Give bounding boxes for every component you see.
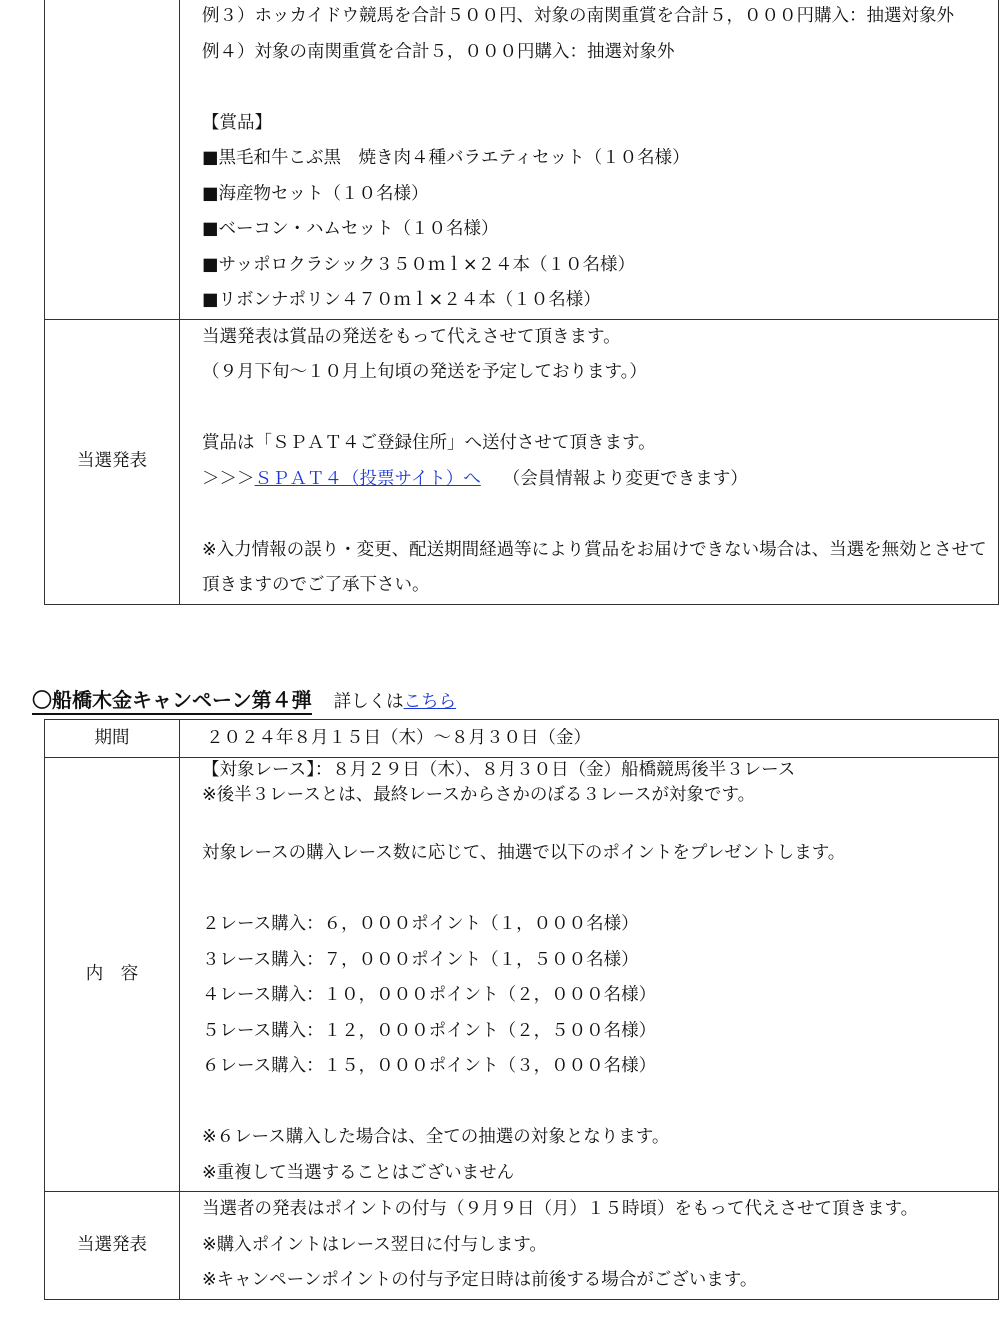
prize-item: ■サッポロクラシック３５０ｍｌ×２４本（１０名様）	[202, 254, 635, 275]
campaign4-title: 〇船橋木金キャンペーン第４弾	[32, 688, 312, 715]
announce-text: 当選者の発表はポイントの付与（９月９日（月）１５時頃）をもって代えさせて頂きます。	[202, 1199, 919, 1219]
announce-text: 当選発表は賞品の発送をもって代えさせて頂きます。	[202, 326, 621, 347]
prize-item: ■リボンナポリン４７０ｍｌ×２４本（１０名様）	[202, 290, 601, 310]
link-suffix: （会員情報より変更できます）	[502, 468, 748, 489]
announce-address: 賞品は「ＳＰＡＴ４ご登録住所」へ送付させて頂きます。	[202, 433, 656, 453]
prize-tier: ６レース購入：１５，０００ポイント（３，０００名様）	[202, 1056, 657, 1076]
prize-tier: ４レース購入：１０，０００ポイント（２，０００名様）	[202, 985, 657, 1005]
announce-cell	[180, 1192, 999, 1300]
prize-tier: ５レース購入：１２，０００ポイント（２，５００名様）	[202, 1020, 657, 1041]
target-block	[202, 758, 996, 808]
spat4-site-link[interactable]: ＳＰＡＴ４（投票サイト）へ	[254, 468, 481, 489]
campaign4-heading	[32, 684, 456, 716]
campaign-intro: 対象レースの購入レース数に応じて、抽選で以下のポイントをプレゼントします。	[202, 843, 846, 863]
campaign3-content-label-cell	[45, 0, 180, 319]
target-races: 【対象レース】：８月２９日（木）、８月３０日（金）船橋競馬後半３レース	[202, 760, 796, 780]
example4-text: 例４）対象の南関重賞を合計５，０００円購入：抽選対象外	[202, 41, 675, 62]
target-note: ※後半３レースとは、最終レースからさかのぼる３レースが対象です。	[202, 785, 756, 805]
announce-label: 当選発表	[45, 1192, 180, 1300]
detail-link[interactable]: こちら	[403, 692, 457, 712]
announce-point-timing: ※購入ポイントはレース翌日に付与します。	[202, 1234, 547, 1255]
prize-heading: 【賞品】	[202, 112, 272, 133]
link-prefix: ＞＞＞	[202, 468, 255, 489]
spacer	[202, 1085, 996, 1121]
campaign3-content-cell	[180, 0, 999, 319]
campaign3-table	[44, 0, 999, 605]
campaign4-table	[44, 719, 999, 1300]
spacer	[202, 391, 996, 427]
note-no-duplicate: ※重複して当選することはございません	[202, 1162, 515, 1183]
content-row	[45, 758, 999, 1192]
announce-row	[45, 1192, 999, 1300]
prize-tier: ２レース購入：６，０００ポイント（１，０００名様）	[202, 914, 639, 934]
spacer	[202, 808, 996, 836]
note-all-lotteries: ※６レース購入した場合は、全ての抽選の対象となります。	[202, 1127, 670, 1147]
campaign3-content-row	[45, 0, 999, 319]
announce-schedule: （９月下旬～１０月上旬頃の発送を予定しております。）	[202, 362, 647, 382]
prize-item: ■黒毛和牛こぶ黒 焼き肉４種バラエティセット（１０名様）	[202, 148, 690, 168]
campaign3-announce-row	[45, 319, 999, 604]
detail-text	[334, 692, 457, 712]
announce-note: ※入力情報の誤り・変更、配送期間経過等により賞品をお届けできない場合は、当選を無効とさせて頂きますのでご了承下さい。	[202, 539, 987, 595]
spacer	[202, 872, 996, 908]
prize-tier: ３レース購入：７，０００ポイント（１，５００名様）	[202, 949, 639, 970]
prize-item: ■海産物セット（１０名様）	[202, 183, 429, 204]
campaign3-announce-cell	[180, 319, 999, 604]
content-label: 内 容	[45, 758, 180, 1192]
spat4-link-line	[202, 462, 996, 498]
period-value: ２０２４年８月１５日（木）～８月３０日（金）	[206, 727, 591, 748]
period-label: 期間	[45, 720, 180, 758]
detail-prefix: 詳しくは	[333, 692, 404, 712]
prize-item: ■ベーコン・ハムセット（１０名様）	[202, 219, 499, 239]
spacer	[202, 70, 996, 106]
campaign3-announce-label: 当選発表	[45, 319, 180, 604]
spacer	[202, 497, 996, 533]
announce-point-note: ※キャンペーンポイントの付与予定日時は前後する場合がございます。	[202, 1270, 758, 1290]
period-row	[45, 720, 999, 758]
period-cell	[180, 720, 999, 758]
example3-text: 例３）ホッカイドウ競馬を合計５００円、対象の南関重賞を合計５，０００円購入：抽選対象外	[202, 6, 954, 26]
content-cell	[180, 758, 999, 1192]
